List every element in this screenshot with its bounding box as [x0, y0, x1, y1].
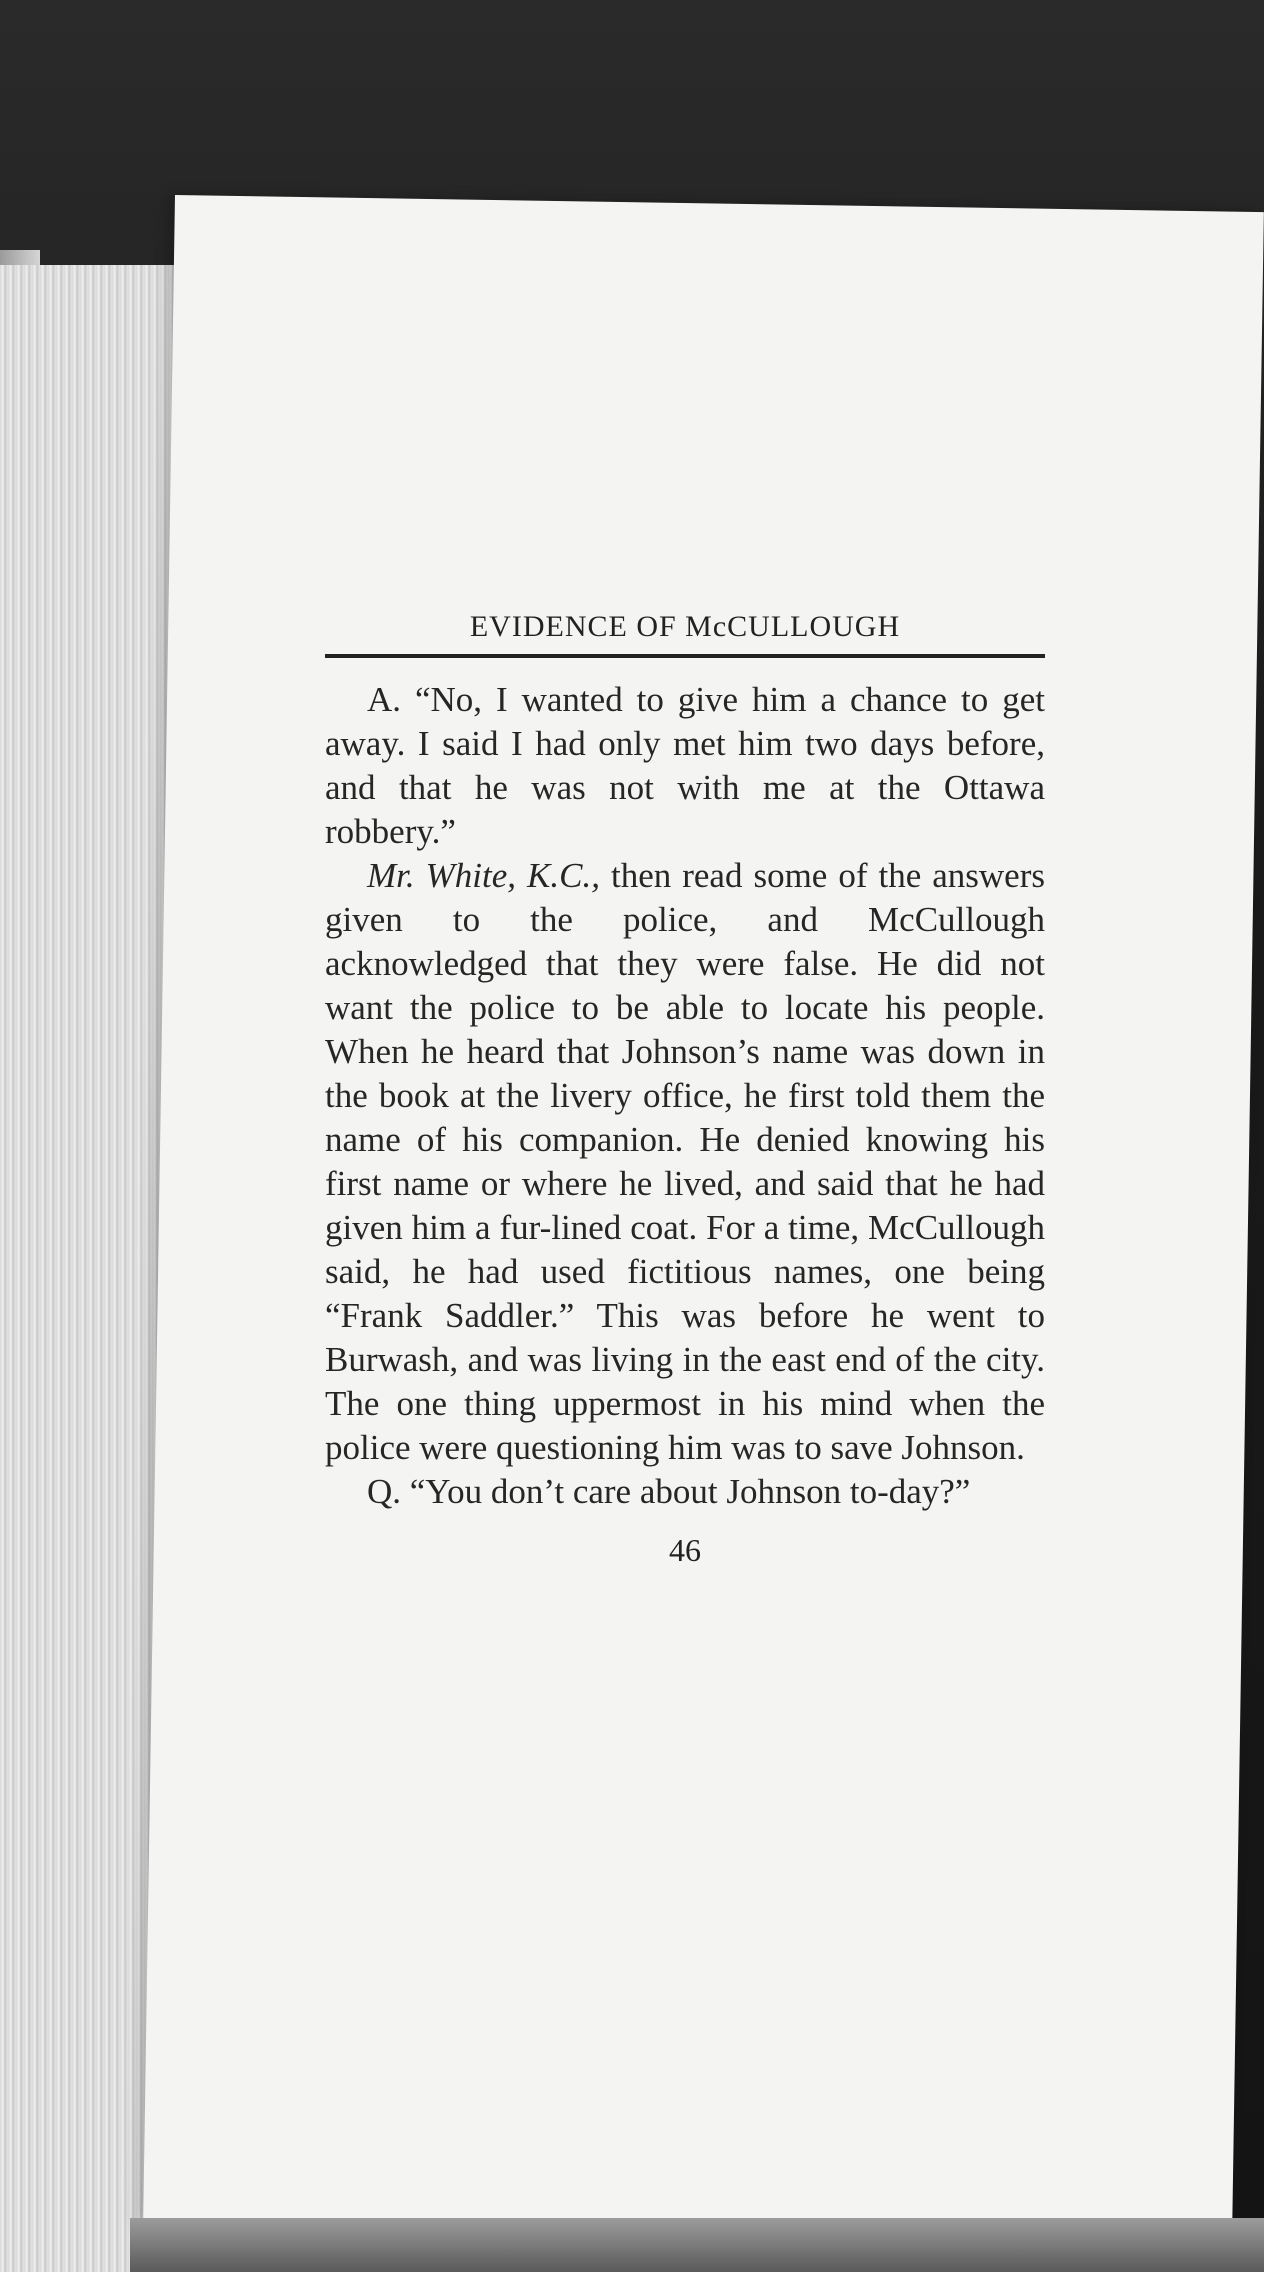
speaker-name: Mr. White, K.C., — [367, 856, 600, 895]
testimony-text: then read some of the answers given to the police, and McCullough acknowledged that they were false. He did not want the police to be able to locate his people. When he heard that Johnson’s name was down in the book at the livery office, he first told them the name of his companion. He denied knowing his first name or where he lived, and said that he had given him a fur-lined coat. For a time, McCullough said, he had used fictitious names, one being “Frank Saddler.” This was before he went to Burwash, and was living in the east end of the city. The one thing uppermost in his mind when the police were questioning him was to save Johnson. — [325, 856, 1045, 1467]
paragraph-answer: A. “No, I wanted to give him a chance to get away. I said I had only met him two days before, and that he was not with me at the Ottawa robbery.” — [325, 680, 1045, 851]
body-text — [325, 678, 1045, 1514]
page-content — [325, 400, 1045, 1569]
running-head: EVIDENCE OF McCULLOUGH — [325, 610, 1045, 658]
paragraph-testimony — [325, 854, 1045, 1470]
page-bottom-edge — [130, 2218, 1264, 2272]
page-number: 46 — [669, 1532, 701, 1568]
paragraph-question: Q. “You don’t care about Johnson to-day?” — [367, 1472, 971, 1511]
